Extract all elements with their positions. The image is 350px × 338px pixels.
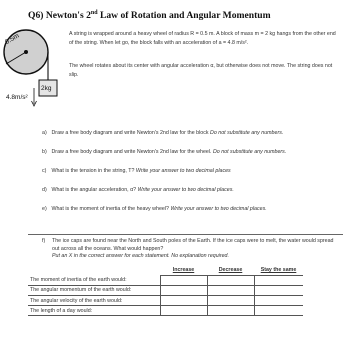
question-f-number: f) [42,238,46,244]
radius-label: 0.5m [4,32,21,47]
table-row: The angular momentum of the earth would: [28,285,303,295]
answer-cell[interactable] [207,306,254,316]
table-row: The moment of inertia of the earth would: [28,275,303,285]
answer-cell[interactable] [207,285,254,295]
question-f: The ice caps are found near the North and South poles of the Earth. If the ice caps were to melt, the water would spread out across all the oceans. What would happen? Put an X in the correct answer for each statement. No explanation required. [52,238,334,260]
question-d: d) What is the angular acceleration, α? Write your answer to two decimal places. [42,187,234,193]
table-row: The angular velocity of the earth would: [28,296,303,306]
answer-cell[interactable] [160,296,207,306]
answer-cell[interactable] [160,275,207,285]
header-increase: Increase [160,265,207,275]
problem-text-1: A string is wrapped around a heavy wheel of radius R = 0.5 m. A block of mass m = 2 kg hangs from the other end of the string. When let go, the block falls with an acceleration of a = 4.8 m/s². [69,31,336,46]
answer-cell[interactable] [254,275,303,285]
problem-text-2: The wheel rotates about its center with angular acceleration α, but otherwise does not move. The string does not slip. [69,63,333,78]
table-row: The length of a day would: [28,306,303,316]
answer-table [28,265,303,316]
section-divider [28,234,343,235]
answer-cell[interactable] [207,296,254,306]
block-mass-label: 2kg [41,85,52,92]
table-header-row [28,265,303,275]
answer-cell[interactable] [254,296,303,306]
answer-cell[interactable] [160,285,207,295]
question-title: Q6) Newton's 2nd Law of Rotation and Angular Momentum [28,10,271,22]
header-decrease: Decrease [207,265,254,275]
question-b: b) Draw a free body diagram and write Newton's 2nd law for the wheel. Do not substitute any numbers. [42,149,287,155]
question-c: c) What is the tension in the string, T? Write your answer to two decimal places [42,168,231,174]
acceleration-label: 4.8m/s² [6,94,28,101]
answer-cell[interactable] [160,306,207,316]
answer-cell[interactable] [207,275,254,285]
answer-cell[interactable] [254,285,303,295]
question-e: e) What is the moment of inertia of the heavy wheel? Write your answer to two decimal places. [42,206,267,212]
header-stay-same: Stay the same [254,265,303,275]
answer-cell[interactable] [254,306,303,316]
question-a: a) Draw a free body diagram and write Newton's 2nd law for the block Do not substitute any numbers. [42,130,284,136]
